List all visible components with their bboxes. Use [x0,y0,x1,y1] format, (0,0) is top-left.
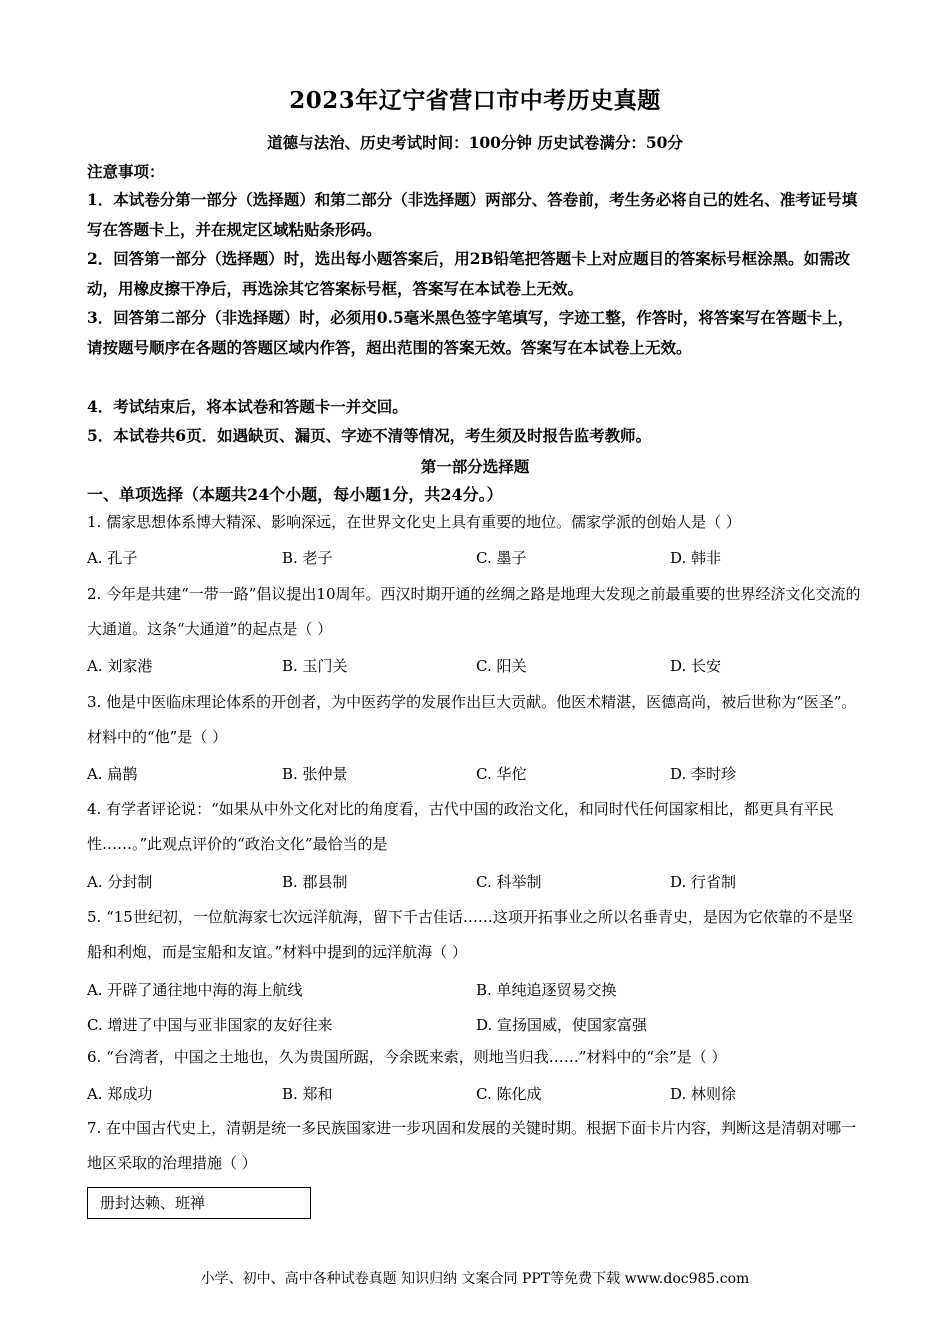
option-a: A. 刘家港 [87,657,153,675]
option-b: B. 郑和 [282,1085,333,1103]
option-a: A. 扁鹊 [87,765,138,783]
note-item: 1．本试卷分第一部分（选择题）和第二部分（非选择题）两部分、答卷前，考生务必将自己的姓名、准考证号填写在答题卡上，并在规定区域粘贴条形码。 [87,190,858,239]
option-b: B. 郡县制 [282,873,348,891]
option-d: D. 宣扬国威，使国家富强 [476,1016,648,1034]
question-stem: 3. 他是中医临床理论体系的开创者，为中医药学的发展作出巨大贡献。他医术精湛，医德高尚，被后世称为“医圣”。材料中的“他”是（ ） [87,693,857,746]
question-stem: 2. 今年是共建“一带一路”倡议提出10周年。西汉时期开通的丝绸之路是地理大发现之前最重要的世界经济文化交流的大通道。这条“大通道”的起点是（ ） [87,585,861,638]
note-item: 2．回答第一部分（选择题）时，选出每小题答案后，用2B铅笔把答题卡上对应题目的答案标号框涂黑。如需改动，用橡皮擦干净后，再选涂其它答案标号框，答案写在本试卷上无效。 [87,249,851,298]
note-item: 3．回答第二部分（非选择题）时，必须用0.5毫米黑色签字笔填写，字迹工整，作答时，将答案写在答题卡上，请按题号顺序在各题的答题区域内作答，超出范围的答案无效。答案写在本试卷上无效。 [87,308,854,357]
option-a: A. 分封制 [87,873,153,891]
option-d: D. 长安 [670,657,722,675]
option-b: B. 单纯追逐贸易交换 [476,981,617,999]
option-d: D. 行省制 [670,873,737,891]
option-b: B. 老子 [282,549,333,567]
option-d: D. 韩非 [670,549,722,567]
question-stem: 1. 儒家思想体系博大精深、影响深远，在世界文化史上具有重要的地位。儒家学派的创始人是（ ） [87,513,741,531]
note-item: 4．考试结束后，将本试卷和答题卡一并交回。 [87,397,408,416]
exam-subtitle: 道德与法治、历史考试时间：100分钟 历史试卷满分：50分 [267,133,683,152]
option-d: D. 李时珍 [670,765,737,783]
question-stem: 6. “台湾者，中国之土地也，久为贵国所踞，今余既来索，则地当归我……”材料中的“余”是（ ） [87,1048,727,1066]
option-c: C. 陈化成 [476,1085,542,1103]
option-c: C. 增进了中国与亚非国家的友好往来 [87,1016,333,1034]
option-c: C. 科举制 [476,873,542,891]
page-title: 2023年辽宁省营口市中考历史真题 [289,87,661,114]
question-stem: 4. 有学者评论说：“如果从中外文化对比的角度看，古代中国的政治文化，和同时代任何国家相比，都更具有平民性……。”此观点评价的“政治文化”最恰当的是 [87,800,834,853]
option-c: C. 阳关 [476,657,527,675]
info-card: 册封达赖、班禅 [87,1187,311,1219]
option-d: D. 林则徐 [670,1085,737,1103]
question-stem: 5. “15世纪初，一位航海家七次远洋航海，留下千古佳话……这项开拓事业之所以名垂青史，是因为它依靠的不是坚船和利炮，而是宝船和友谊。”材料中提到的远洋航海（ ） [87,908,853,961]
section-title: 一、单项选择（本题共24个小题，每小题1分，共24分。） [87,485,503,504]
part-title: 第一部分选择题 [420,457,530,476]
note-item: 5．本试卷共6页．如遇缺页、漏页、字迹不清等情况，考生须及时报告监考教师。 [87,426,652,445]
question-stem: 7. 在中国古代史上，清朝是统一多民族国家进一步巩固和发展的关键时期。根据下面卡片内容，判断这是清朝对哪一地区采取的治理措施（ ） [87,1119,857,1172]
option-b: B. 玉门关 [282,657,348,675]
option-a: A. 孔子 [87,549,138,567]
option-a: A. 郑成功 [87,1085,153,1103]
option-c: C. 墨子 [476,549,527,567]
page-footer: 小学、初中、高中各种试卷真题 知识归纳 文案合同 PPT等免费下载 www.doc985.com [200,1271,750,1287]
option-c: C. 华佗 [476,765,527,783]
option-a: A. 开辟了通往地中海的海上航线 [87,981,303,999]
option-b: B. 张仲景 [282,765,348,783]
notes-heading: 注意事项： [87,162,165,181]
